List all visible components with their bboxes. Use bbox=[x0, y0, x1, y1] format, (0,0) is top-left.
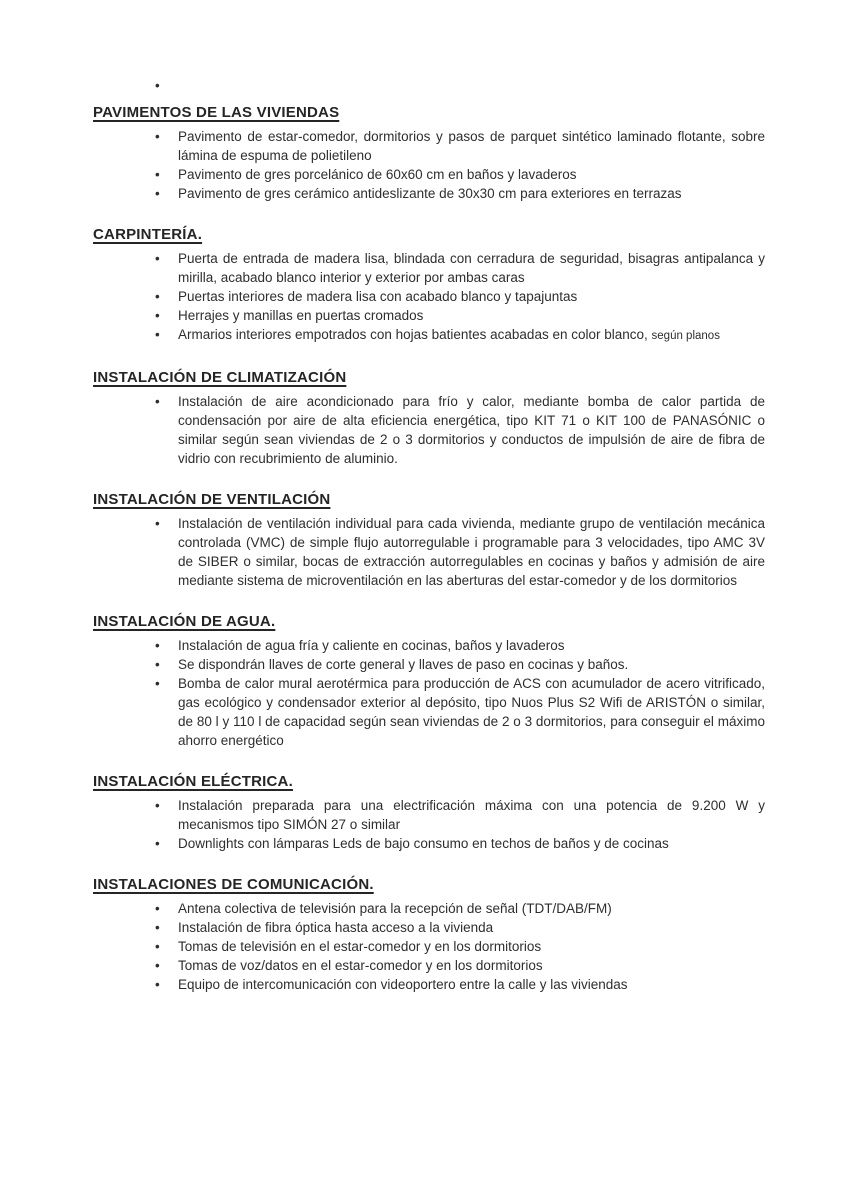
bullet-icon: • bbox=[155, 251, 160, 266]
bullet-icon: • bbox=[155, 901, 160, 916]
document-sections bbox=[93, 103, 765, 994]
bullet-icon: • bbox=[155, 977, 160, 992]
bullet-icon: • bbox=[155, 129, 160, 144]
section-agua bbox=[93, 612, 765, 750]
bullet-text: Instalación de aire acondicionado para frío y calor, mediante bomba de calor partida de condensación por aire de alta eficiencia energética, tipo KIT 71 o KIT 100 de PANASÓNIC o similar según sean viviendas de 2 o 3 dormitorios y conductos de impulsión de aire de fibra de vidrio con recubrimiento de aluminio. bbox=[178, 394, 765, 466]
section-comunicacion bbox=[93, 875, 765, 994]
bullet-item bbox=[155, 184, 765, 203]
bullet-icon: • bbox=[155, 920, 160, 935]
bullet-item bbox=[155, 899, 765, 918]
bullet-icon: • bbox=[155, 289, 160, 304]
bullet-icon: • bbox=[155, 516, 160, 531]
bullet-text: Downlights con lámparas Leds de bajo consumo en techos de baños y de cocinas bbox=[178, 836, 669, 851]
section-pavimentos bbox=[93, 103, 765, 203]
bullet-icon: • bbox=[155, 676, 160, 691]
bullet-item bbox=[155, 674, 765, 750]
bullet-list bbox=[155, 392, 765, 468]
bullet-icon: • bbox=[155, 78, 160, 93]
bullet-text: Instalación de fibra óptica hasta acceso a la vivienda bbox=[178, 920, 494, 935]
bullet-item bbox=[155, 392, 765, 468]
bullet-list bbox=[155, 249, 765, 346]
section-electrica bbox=[93, 772, 765, 853]
bullet-item bbox=[155, 956, 765, 975]
bullet-list bbox=[155, 127, 765, 203]
bullet-text: Instalación de agua fría y caliente en cocinas, baños y lavaderos bbox=[178, 638, 565, 653]
bullet-item bbox=[155, 918, 765, 937]
bullet-text: Equipo de intercomunicación con videoportero entre la calle y las viviendas bbox=[178, 977, 628, 992]
bullet-item bbox=[155, 636, 765, 655]
bullet-item bbox=[155, 937, 765, 956]
bullet-text: Tomas de televisión en el estar-comedor y en los dormitorios bbox=[178, 939, 542, 954]
bullet-text: Antena colectiva de televisión para la recepción de señal (TDT/DAB/FM) bbox=[178, 901, 612, 916]
section-climatizacion bbox=[93, 368, 765, 468]
bullet-item bbox=[155, 834, 765, 853]
section-title: INSTALACIONES DE COMUNICACIÓN. bbox=[93, 876, 374, 893]
bullet-text-small-suffix: según planos bbox=[651, 330, 720, 342]
bullet-text: Instalación de ventilación individual para cada vivienda, mediante grupo de ventilación mecánica controlada (VMC) de simple flujo autorregulable i programable para 3 velocidades, tipo AMC 3V de SIBER o similar, bocas de extracción autorregulables en cocinas y baños y admisión de aire mediante sistema de microventilación en las aberturas del estar-comedor y de los dormitorios bbox=[178, 516, 765, 588]
bullet-icon: • bbox=[155, 186, 160, 201]
bullet-icon: • bbox=[155, 836, 160, 851]
section-title: CARPINTERÍA. bbox=[93, 226, 203, 243]
section-title: PAVIMENTOS DE LAS VIVIENDAS bbox=[93, 104, 340, 121]
bullet-icon: • bbox=[155, 327, 160, 342]
bullet-text: Se dispondrán llaves de corte general y llaves de paso en cocinas y baños. bbox=[178, 657, 629, 672]
bullet-icon: • bbox=[155, 167, 160, 182]
bullet-list bbox=[155, 899, 765, 994]
bullet-list bbox=[155, 514, 765, 590]
bullet-icon: • bbox=[155, 958, 160, 973]
bullet-item bbox=[155, 249, 765, 287]
bullet-item bbox=[155, 796, 765, 834]
section-title: INSTALACIÓN DE VENTILACIÓN bbox=[93, 491, 331, 508]
bullet-item bbox=[155, 514, 765, 590]
bullet-icon: • bbox=[155, 638, 160, 653]
bullet-icon: • bbox=[155, 308, 160, 323]
bullet-item bbox=[155, 306, 765, 325]
section-carpinteria bbox=[93, 225, 765, 346]
bullet-icon: • bbox=[155, 394, 160, 409]
bullet-item bbox=[155, 655, 765, 674]
bullet-list bbox=[155, 636, 765, 750]
bullet-item bbox=[155, 165, 765, 184]
bullet-text: Armarios interiores empotrados con hojas batientes acabadas en color blanco, según planos bbox=[178, 327, 720, 342]
bullet-item bbox=[155, 975, 765, 994]
bullet-icon: • bbox=[155, 798, 160, 813]
bullet-icon: • bbox=[155, 939, 160, 954]
bullet-text: Pavimento de gres cerámico antideslizante de 30x30 cm para exteriores en terrazas bbox=[178, 186, 682, 201]
section-ventilacion bbox=[93, 490, 765, 590]
section-title: INSTALACIÓN DE AGUA. bbox=[93, 613, 276, 630]
section-title: INSTALACIÓN ELÉCTRICA. bbox=[93, 773, 293, 790]
bullet-text: Pavimento de gres porcelánico de 60x60 cm en baños y lavaderos bbox=[178, 167, 577, 182]
bullet-text: Bomba de calor mural aerotérmica para producción de ACS con acumulador de acero vitrificado, gas ecológico y condensador exterior al depósito, tipo Nuos Plus S2 Wifi de ARISTÓN o similar, de 80 l y 110 l de capacidad según sean viviendas de 2 o 3 dormitorios, para conseguir el máximo ahorro energético bbox=[178, 676, 765, 748]
orphan-empty-bullet bbox=[155, 76, 765, 95]
section-title: INSTALACIÓN DE CLIMATIZACIÓN bbox=[93, 369, 347, 386]
bullet-text: Pavimento de estar-comedor, dormitorios y pasos de parquet sintético laminado flotante, sobre lámina de espuma de polietileno bbox=[178, 129, 765, 163]
bullet-item bbox=[155, 127, 765, 165]
bullet-item bbox=[155, 287, 765, 306]
bullet-text: Puertas interiores de madera lisa con acabado blanco y tapajuntas bbox=[178, 289, 578, 304]
bullet-icon: • bbox=[155, 657, 160, 672]
bullet-text: Puerta de entrada de madera lisa, blindada con cerradura de seguridad, bisagras antipalanca y mirilla, acabado blanco interior y exterior por ambas caras bbox=[178, 251, 765, 285]
bullet-text: Instalación preparada para una electrificación máxima con una potencia de 9.200 W y mecanismos tipo SIMÓN 27 o similar bbox=[178, 798, 765, 832]
bullet-list bbox=[155, 796, 765, 853]
bullet-item bbox=[155, 325, 765, 346]
bullet-text: Herrajes y manillas en puertas cromados bbox=[178, 308, 424, 323]
bullet-text: Tomas de voz/datos en el estar-comedor y en los dormitorios bbox=[178, 958, 543, 973]
